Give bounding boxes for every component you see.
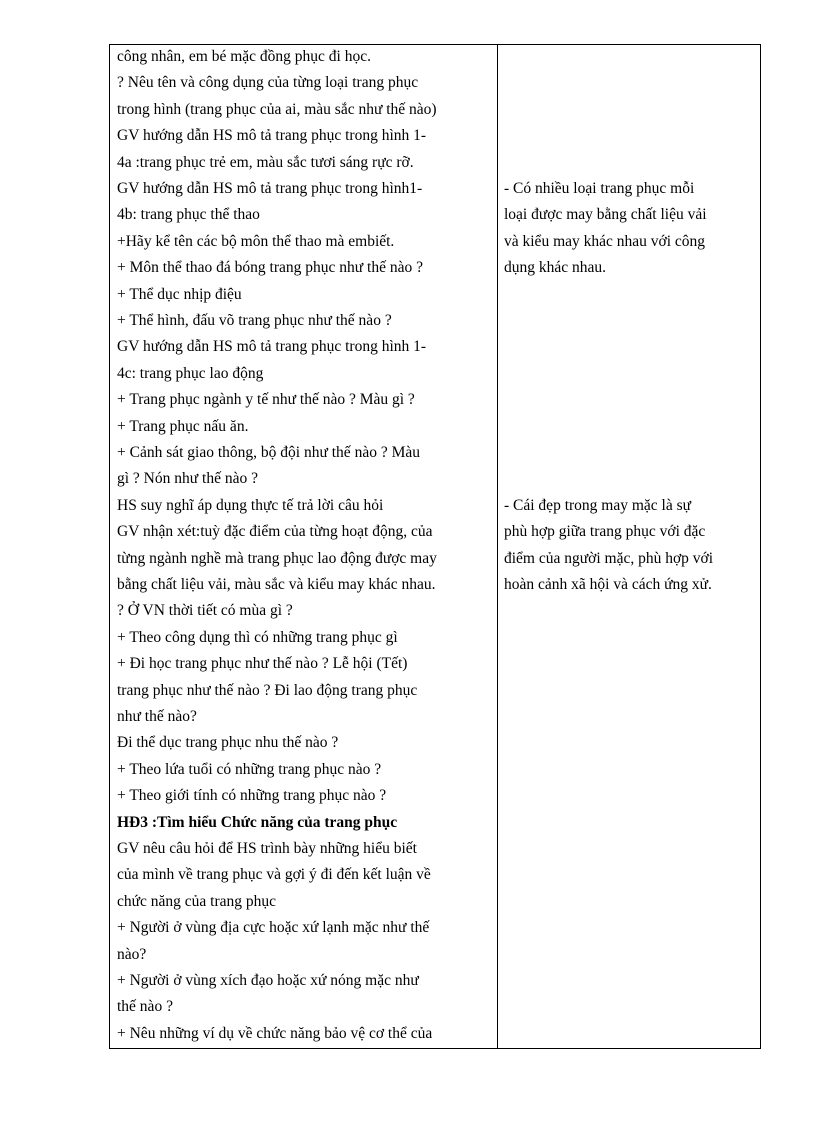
text-line: nào?: [117, 945, 147, 963]
content-line: điểm của người mặc, phù hợp với: [504, 549, 714, 567]
text-line: trang phục như thế nào ? Đi lao động trang phục: [117, 681, 418, 699]
text-line: + Đi học trang phục như thế nào ? Lễ hội (Tết): [117, 655, 408, 673]
text-line: + Người ở vùng xích đạo hoặc xứ nóng mặc như: [117, 972, 419, 989]
content-line: - Cái đẹp trong may mặc là sự: [504, 496, 692, 514]
text-line: GV hướng dẫn HS mô tả trang phục trong hình 1-: [117, 338, 427, 356]
text-line: thế nào ?: [117, 998, 173, 1016]
text-line: bằng chất liệu vải, màu sắc và kiểu may khác nhau.: [117, 576, 436, 593]
text-line: + Trang phục ngành y tế như thế nào ? Màu gì ?: [117, 391, 415, 409]
text-line: như thế nào?: [117, 708, 197, 725]
text-line: + Theo lứa tuổi có những trang phục nào ?: [117, 760, 382, 778]
text-line: Đi thể dục trang phục nhu thế nào ?: [117, 734, 339, 752]
text-line: + Theo công dụng thì có những trang phục gì: [117, 628, 398, 646]
text-line: + Theo giới tính có những trang phục nào ?: [117, 787, 387, 805]
text-line: + Môn thể thao đá bóng trang phục như thế nào ?: [117, 259, 423, 277]
text-line: + Thể dục nhịp điệu: [117, 285, 242, 303]
text-line: công nhân, em bé mặc đồng phục đi học.: [117, 48, 371, 65]
text-line: chức năng của trang phục: [117, 892, 277, 910]
text-line: HS suy nghĩ áp dụng thực tế trả lời câu hỏi: [117, 496, 384, 514]
text-line: của mình về trang phục và gợi ý đi đến kết luận về: [117, 866, 431, 884]
content-line: hoàn cảnh xã hội và cách ứng xử.: [504, 576, 712, 593]
content-line: phù hợp giữa trang phục với đặc: [504, 523, 706, 541]
lesson-table: [109, 44, 761, 1049]
column-divider: [497, 45, 498, 1048]
text-line: gì ? Nón như thế nào ?: [117, 470, 258, 488]
content-line: và kiểu may khác nhau với công: [504, 232, 706, 250]
text-line: ? Ở VN thời tiết có mùa gì ?: [117, 602, 293, 620]
text-line: trong hình (trang phục của ai, màu sắc như thế nào): [117, 100, 437, 118]
text-line: + Thể hình, đấu võ trang phục như thế nào ?: [117, 312, 392, 329]
text-line: + Người ở vùng địa cực hoặc xứ lạnh mặc như thế: [117, 919, 430, 937]
text-line: GV nhận xét:tuỳ đặc điểm của từng hoạt động, của: [117, 523, 433, 541]
text-line: từng ngành nghề mà trang phục lao động được may: [117, 549, 437, 567]
text-line: GV hướng dẫn HS mô tả trang phục trong hình 1-: [117, 127, 427, 145]
content-line: dụng khác nhau.: [504, 259, 607, 277]
text-line: ? Nêu tên và công dụng của từng loại trang phục: [117, 74, 419, 92]
text-line: + Trang phục nấu ăn.: [117, 417, 249, 435]
text-line: GV hướng dẫn HS mô tả trang phục trong hình1-: [117, 180, 423, 197]
text-line: + Cảnh sát giao thông, bộ đội như thế nào ? Màu: [117, 444, 420, 461]
text-line: 4c: trang phục lao động: [117, 364, 264, 382]
text-line: 4a :trang phục trẻ em, màu sắc tươi sáng rực rỡ.: [117, 153, 414, 171]
text-line: +Hãy kể tên các bộ môn thể thao mà embiết.: [117, 232, 395, 250]
text-line: + Nêu những ví dụ về chức năng bảo vệ cơ thể của: [117, 1024, 433, 1042]
content-line: loại được may bằng chất liệu vải: [504, 206, 707, 224]
section-heading: HĐ3 :Tìm hiểu Chức năng của trang phục: [117, 813, 398, 831]
text-line: 4b: trang phục thể thao: [117, 206, 260, 224]
text-line: GV nêu câu hỏi để HS trình bày những hiểu biết: [117, 840, 417, 857]
content-line: - Có nhiều loại trang phục mỗi: [504, 180, 695, 197]
